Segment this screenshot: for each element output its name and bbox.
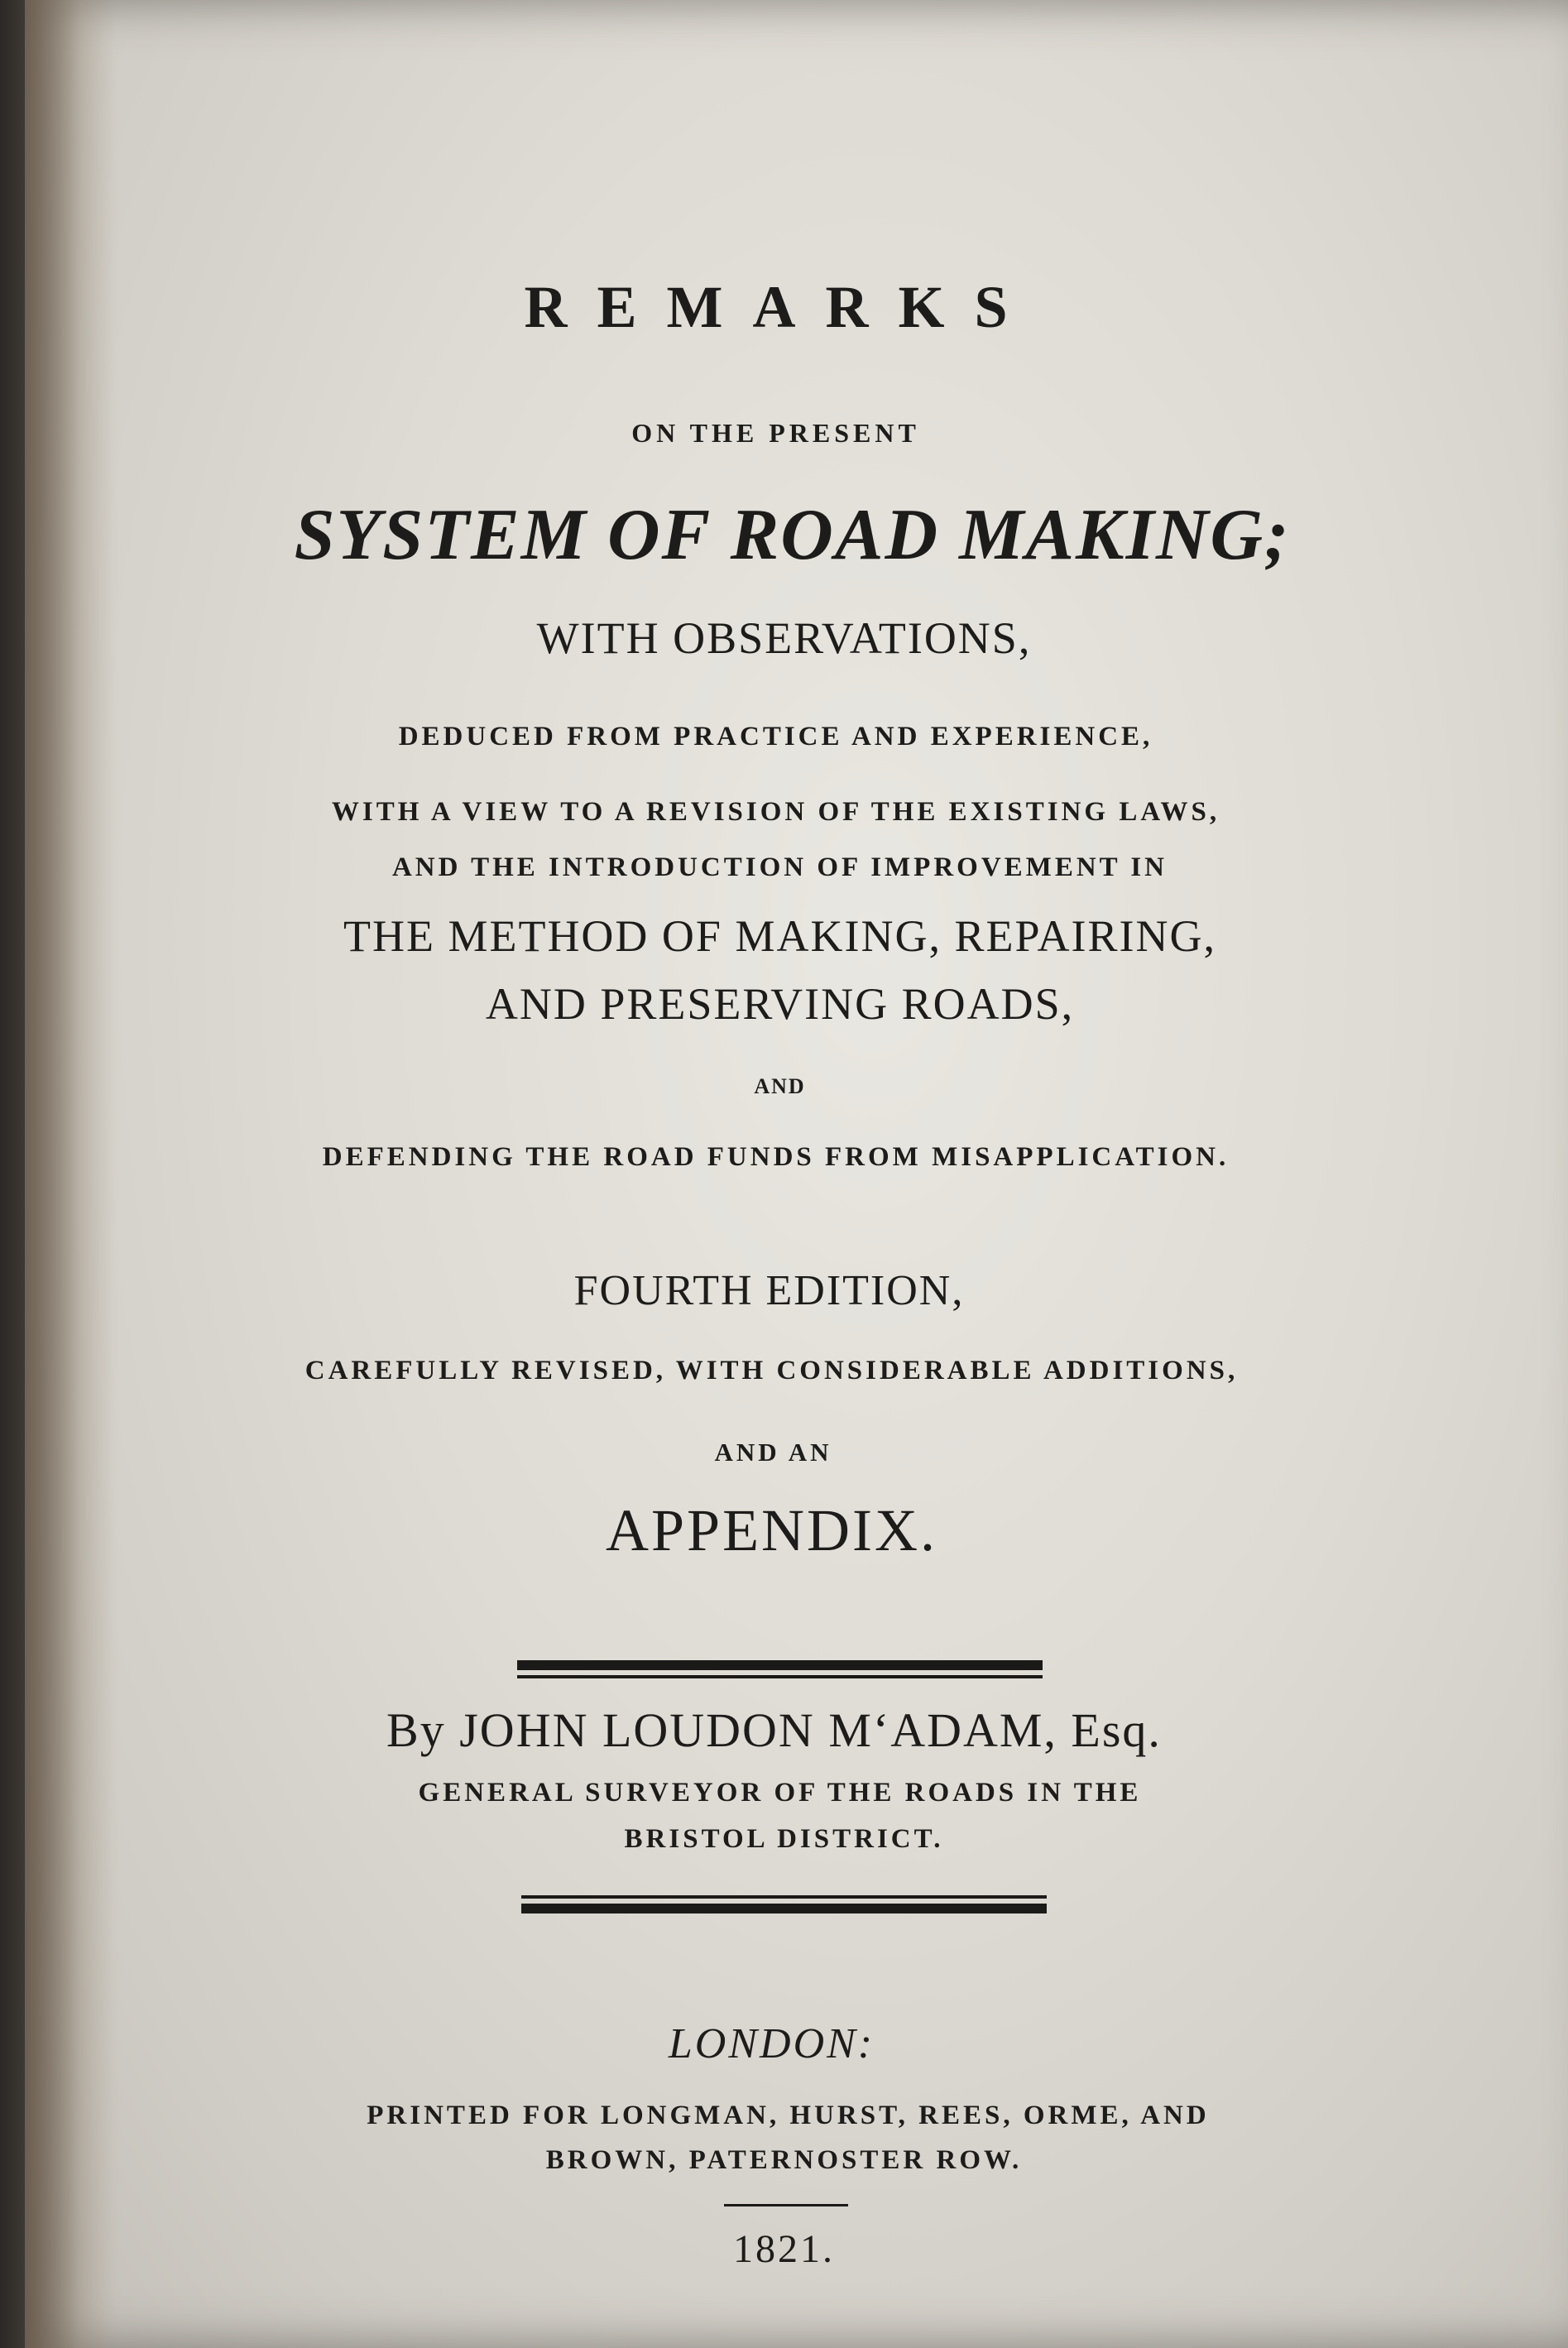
title-appendix: APPENDIX. bbox=[605, 1497, 938, 1563]
page-gutter-shadow bbox=[25, 0, 116, 2348]
thin-rule-divider bbox=[521, 1895, 1047, 1899]
title-page-paper bbox=[25, 0, 1568, 2348]
thick-rule-divider bbox=[521, 1904, 1047, 1913]
title-method-line: THE METHOD OF MAKING, REPAIRING, bbox=[343, 911, 1216, 961]
short-rule-divider bbox=[724, 2204, 848, 2206]
title-with-observations: WITH OBSERVATIONS, bbox=[536, 613, 1032, 663]
title-with-a-view-line: WITH A VIEW TO A REVISION OF THE EXISTING LAWS, bbox=[331, 797, 1220, 827]
author-position-line1: GENERAL SURVEYOR OF THE ROADS IN THE bbox=[418, 1778, 1142, 1808]
imprint-city: LONDON: bbox=[668, 2020, 875, 2067]
title-deduced-line: DEDUCED FROM PRACTICE AND EXPERIENCE, bbox=[398, 722, 1153, 751]
title-preserving-line: AND PRESERVING ROADS, bbox=[485, 979, 1075, 1029]
main-title: SYSTEM OF ROAD MAKING; bbox=[294, 495, 1291, 575]
edition-statement: FOURTH EDITION, bbox=[573, 1267, 965, 1314]
edition-revision-note: CAREFULLY REVISED, WITH CONSIDERABLE ADDITIONS, bbox=[304, 1356, 1239, 1385]
thick-rule-divider bbox=[517, 1660, 1043, 1670]
author-byline: By JOHN LOUDON M‘ADAM, Esq. bbox=[386, 1703, 1162, 1757]
subheading-on-the-present: ON THE PRESENT bbox=[631, 418, 920, 448]
thin-rule-divider bbox=[517, 1675, 1043, 1678]
author-position-line2: BRISTOL DISTRICT. bbox=[624, 1824, 944, 1854]
heading-remarks: REMARKS bbox=[524, 274, 1038, 340]
title-and-an: AND AN bbox=[714, 1438, 832, 1467]
title-and-conjunction: AND bbox=[754, 1074, 806, 1098]
title-introduction-line: AND THE INTRODUCTION OF IMPROVEMENT IN bbox=[391, 852, 1168, 882]
imprint-printed-for: PRINTED FOR LONGMAN, HURST, REES, ORME, AND bbox=[367, 2101, 1210, 2130]
imprint-year: 1821. bbox=[733, 2227, 835, 2271]
imprint-publisher-address: BROWN, PATERNOSTER ROW. bbox=[545, 2145, 1023, 2175]
title-defending-line: DEFENDING THE ROAD FUNDS FROM MISAPPLICATION. bbox=[322, 1142, 1230, 1172]
